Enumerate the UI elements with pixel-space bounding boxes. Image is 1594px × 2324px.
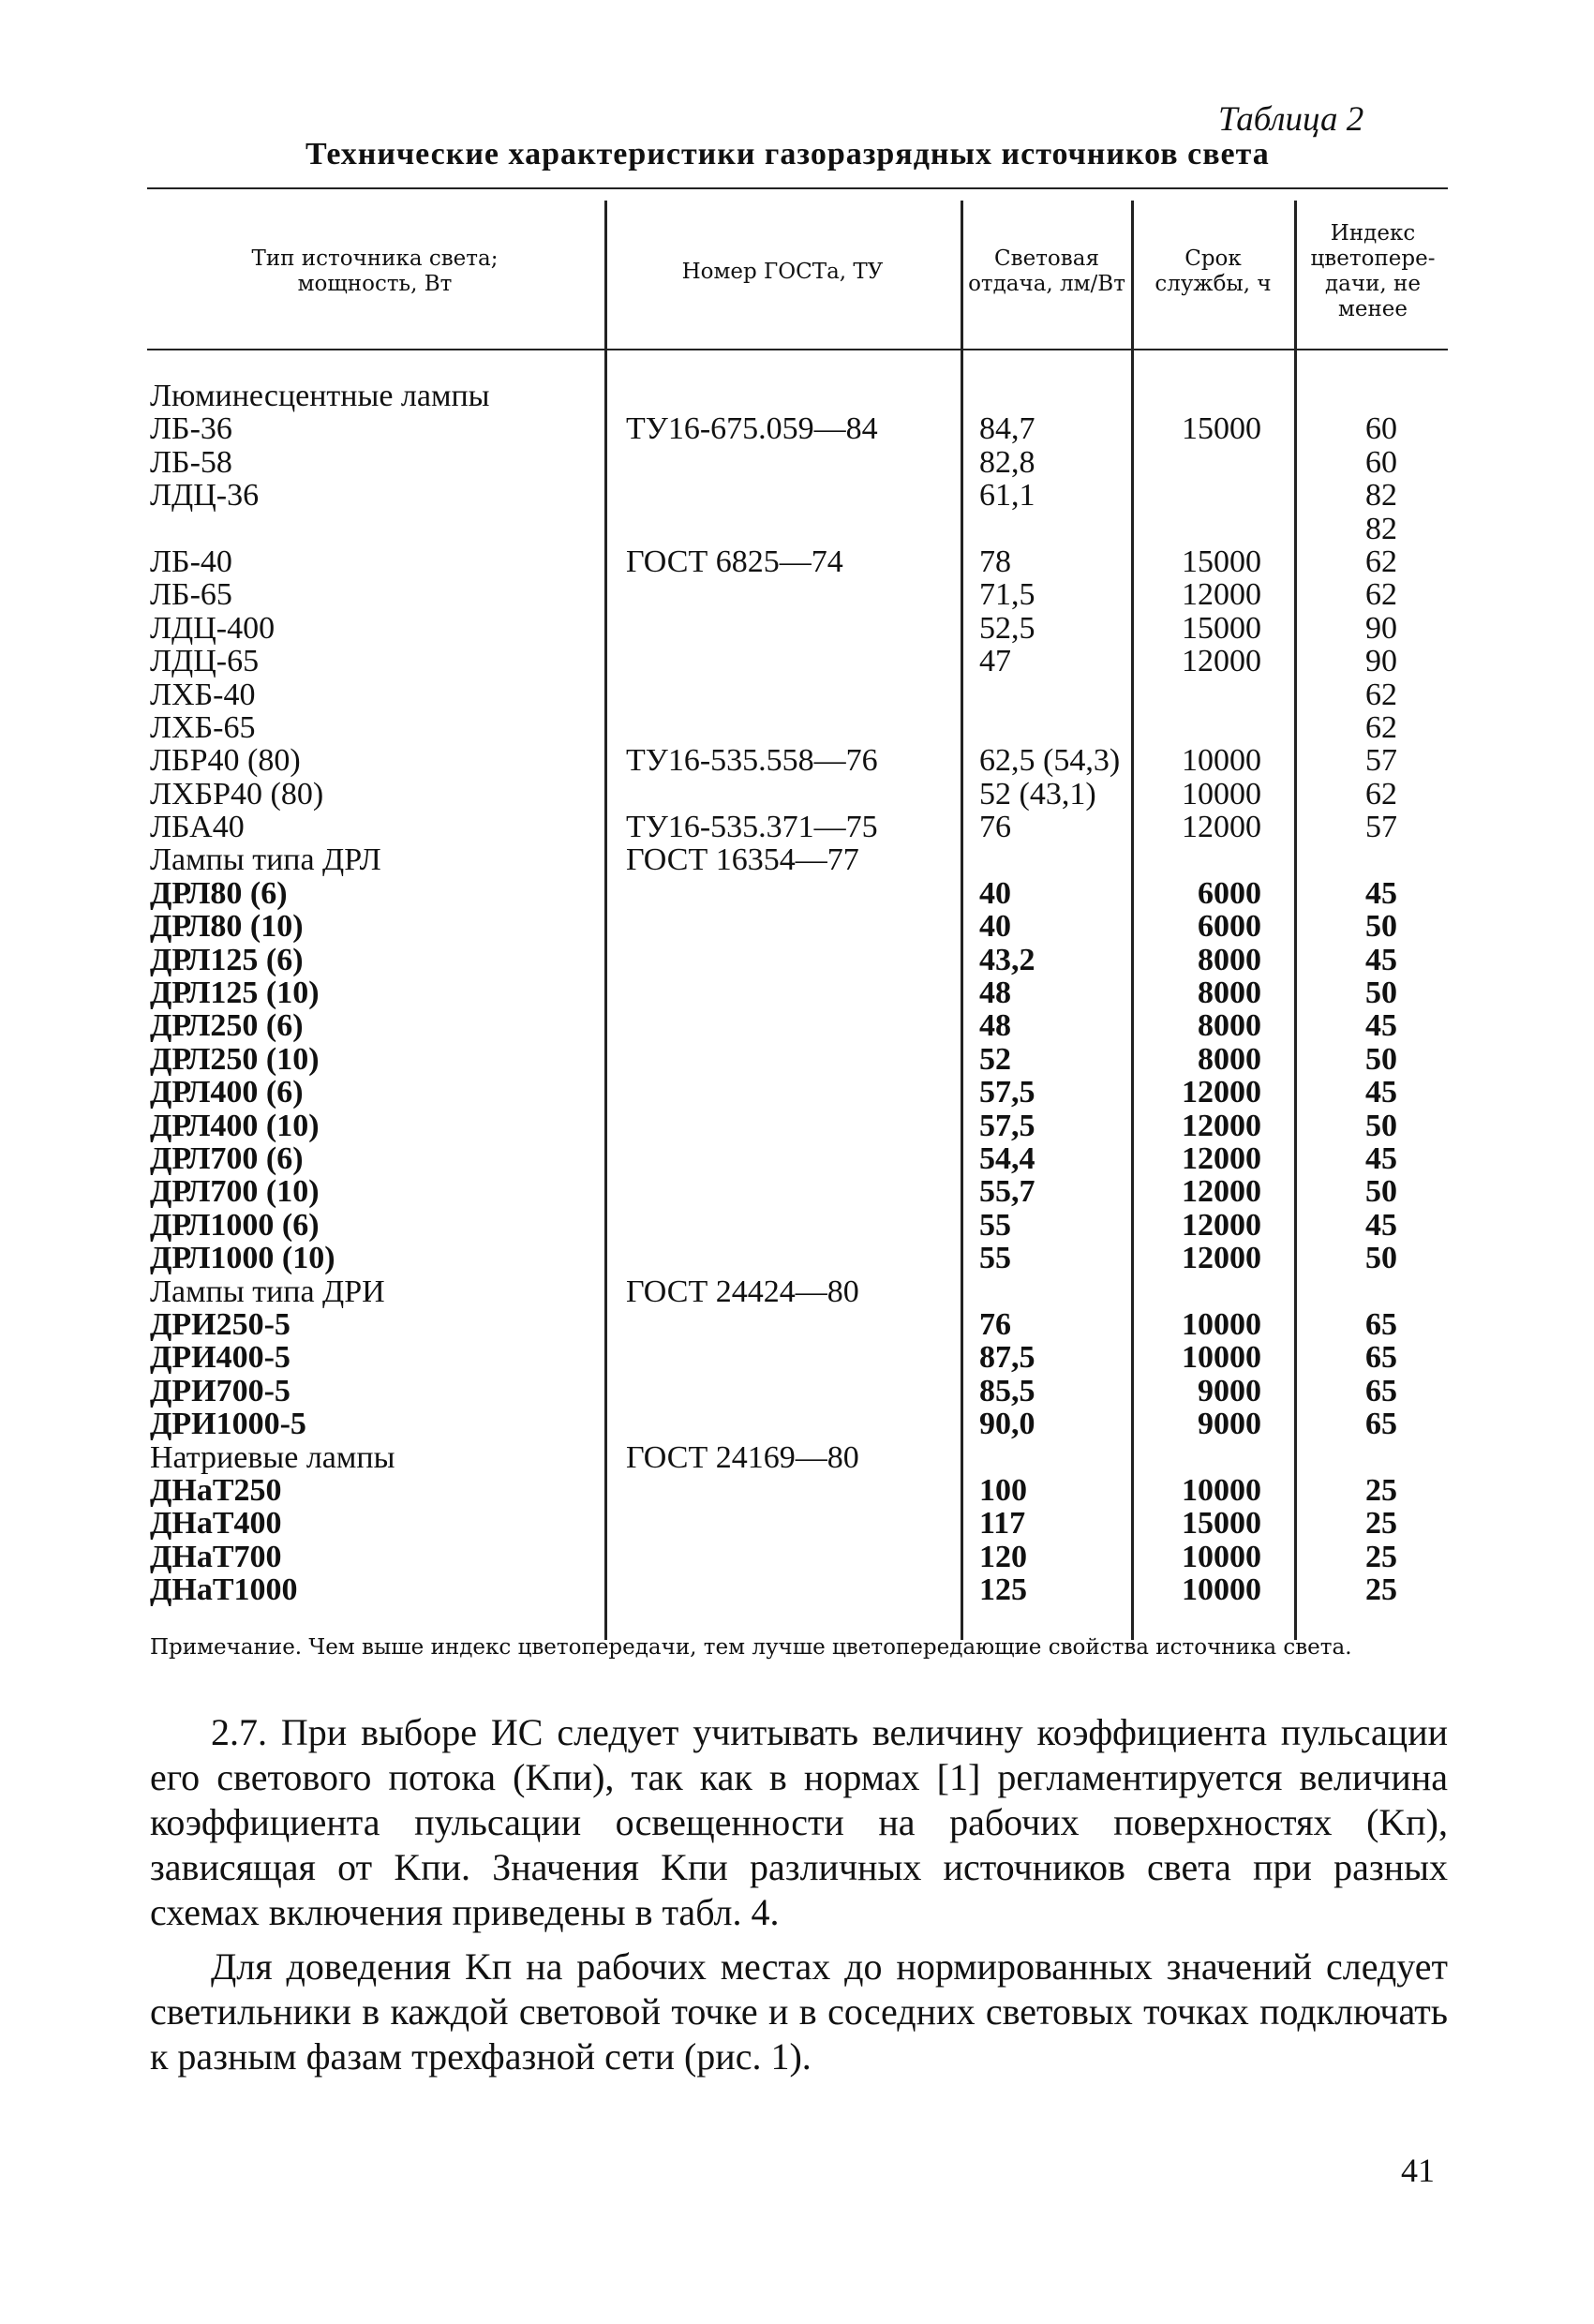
table-row <box>0 1175 1594 1208</box>
row-efficacy: 125 <box>979 1572 1027 1608</box>
row-efficacy: 52 (43,1) <box>979 776 1096 812</box>
row-life: 10000 <box>1182 1472 1261 1508</box>
row-name: ДРИ400-5 <box>150 1340 290 1376</box>
row-efficacy: 76 <box>979 1306 1011 1342</box>
row-cri: 57 <box>1365 743 1397 779</box>
table-body <box>0 380 1594 1606</box>
row-efficacy: 48 <box>979 976 1011 1011</box>
row-life: 8000 <box>1198 976 1261 1011</box>
row-life: 15000 <box>1182 411 1261 447</box>
table-row <box>0 1573 1594 1606</box>
header-bottom-rule <box>147 349 1448 350</box>
row-name: ЛБ-36 <box>150 411 232 447</box>
row-cri: 82 <box>1365 511 1397 546</box>
row-efficacy: 40 <box>979 909 1011 945</box>
header-efficacy: Световая отдача, лм/Вт <box>968 246 1125 296</box>
row-efficacy: 52,5 <box>979 610 1035 646</box>
table-row <box>0 1308 1594 1341</box>
row-name: ДРЛ125 (6) <box>150 942 304 977</box>
row-cri: 62 <box>1365 544 1397 579</box>
row-efficacy: 55 <box>979 1241 1011 1276</box>
row-life: 12000 <box>1182 1174 1261 1210</box>
row-cri: 62 <box>1365 709 1397 745</box>
row-life: 6000 <box>1198 875 1261 911</box>
row-cri: 62 <box>1365 577 1397 613</box>
row-life: 8000 <box>1198 1008 1261 1044</box>
header-life: Срок службы, ч <box>1155 246 1272 296</box>
row-name: ДРЛ250 (6) <box>150 1008 304 1044</box>
row-cri: 45 <box>1365 1140 1397 1176</box>
row-life: 10000 <box>1182 776 1261 812</box>
row-life: 15000 <box>1182 544 1261 579</box>
row-cri: 25 <box>1365 1472 1397 1508</box>
table-row <box>0 910 1594 943</box>
row-cri: 45 <box>1365 1075 1397 1110</box>
row-name: ДРИ250-5 <box>150 1306 290 1342</box>
paragraph: 2.7. При выборе ИС следует учитывать величину коэффициента пульсации его светового потока (Kпи), так как в нормах [1] регламентируется величина коэффициента пульсации освещенности на рабочих поверхностях (Kп), зависящая от Kпи. Значения Kпи различных источников света при разных схемах включения приведены в табл. 4. <box>150 1711 1448 1933</box>
row-gost: ТУ16-535.558—76 <box>626 743 878 779</box>
row-name: ЛБ-65 <box>150 577 232 613</box>
row-gost: ГОСТ 24169—80 <box>626 1439 859 1475</box>
row-life: 12000 <box>1182 1140 1261 1176</box>
row-cri: 62 <box>1365 776 1397 812</box>
row-cri: 50 <box>1365 976 1397 1011</box>
row-name: ДНаТ250 <box>150 1472 282 1508</box>
table-row <box>0 944 1594 976</box>
row-life: 8000 <box>1198 1041 1261 1077</box>
row-name: ЛХБ-40 <box>150 677 256 712</box>
row-efficacy: 100 <box>979 1472 1027 1508</box>
row-name: Натриевые лампы <box>150 1439 395 1475</box>
row-cri: 45 <box>1365 942 1397 977</box>
row-efficacy: 71,5 <box>979 577 1035 613</box>
table-row <box>0 1275 1594 1308</box>
paragraph: Для доведения Kп на рабочих местах до нормированных значений следует светильники в каждой световой точке и в соседних световых точках подключать к разным фазам трехфазной сети (рис. 1). <box>150 1945 1448 2078</box>
row-name: ЛХБ-65 <box>150 709 256 745</box>
row-name: ЛБР40 (80) <box>150 743 301 779</box>
row-cri: 25 <box>1365 1572 1397 1608</box>
table-row <box>0 513 1594 545</box>
row-name: ДРЛ80 (10) <box>150 909 304 945</box>
table-note: Примечание. Чем выше индекс цветопередачи, тем лучше цветопередающие свойства источника света. <box>150 1635 1352 1660</box>
table-row <box>0 778 1594 811</box>
row-efficacy: 48 <box>979 1008 1011 1044</box>
row-name: ЛДЦ-65 <box>150 644 260 679</box>
row-cri: 50 <box>1365 1174 1397 1210</box>
table-row <box>0 412 1594 445</box>
row-efficacy: 85,5 <box>979 1373 1035 1408</box>
row-name: ДРИ700-5 <box>150 1373 290 1408</box>
row-gost: ТУ16-675.059—84 <box>626 411 878 447</box>
row-name: ДНаТ1000 <box>150 1572 298 1608</box>
row-efficacy: 54,4 <box>979 1140 1035 1176</box>
row-life: 12000 <box>1182 1207 1261 1243</box>
row-name: ДРЛ700 (6) <box>150 1140 304 1176</box>
row-life: 15000 <box>1182 1506 1261 1542</box>
row-life: 6000 <box>1198 909 1261 945</box>
row-efficacy: 61,1 <box>979 478 1035 514</box>
row-efficacy: 62,5 (54,3) <box>979 743 1121 779</box>
table-row <box>0 446 1594 479</box>
row-name: ЛДЦ-400 <box>150 610 276 646</box>
row-efficacy: 120 <box>979 1539 1027 1574</box>
row-cri: 65 <box>1365 1306 1397 1342</box>
row-gost: ГОСТ 24424—80 <box>626 1274 859 1309</box>
body-text <box>150 1710 1448 2089</box>
row-name: Лампы типа ДРЛ <box>150 842 381 878</box>
row-efficacy: 90,0 <box>979 1407 1035 1442</box>
row-cri: 90 <box>1365 610 1397 646</box>
table-row <box>0 877 1594 910</box>
row-cri: 60 <box>1365 411 1397 447</box>
row-gost: ГОСТ 6825—74 <box>626 544 843 579</box>
table-row <box>0 1441 1594 1474</box>
table-top-rule <box>147 187 1448 189</box>
row-life: 12000 <box>1182 810 1261 845</box>
row-cri: 50 <box>1365 1041 1397 1077</box>
row-life: 12000 <box>1182 1075 1261 1110</box>
row-cri: 82 <box>1365 478 1397 514</box>
row-life: 10000 <box>1182 1572 1261 1608</box>
row-name: ДНаТ700 <box>150 1539 282 1574</box>
table-row <box>0 1474 1594 1507</box>
row-name: ЛБ-40 <box>150 544 232 579</box>
row-cri: 57 <box>1365 810 1397 845</box>
row-cri: 50 <box>1365 909 1397 945</box>
row-life: 8000 <box>1198 942 1261 977</box>
page-number: 41 <box>1401 2152 1435 2189</box>
table-row <box>0 1541 1594 1573</box>
table-row <box>0 843 1594 876</box>
row-name: ЛБА40 <box>150 810 245 845</box>
row-efficacy: 82,8 <box>979 444 1035 480</box>
row-efficacy: 57,5 <box>979 1108 1035 1143</box>
table-row <box>0 1408 1594 1440</box>
row-life: 12000 <box>1182 1241 1261 1276</box>
row-cri: 60 <box>1365 444 1397 480</box>
row-name: ЛДЦ-36 <box>150 478 260 514</box>
row-name: ДРЛ700 (10) <box>150 1174 320 1210</box>
table-row <box>0 1341 1594 1374</box>
table-row <box>0 578 1594 611</box>
table-row <box>0 1507 1594 1540</box>
row-name: ДРЛ250 (10) <box>150 1041 320 1077</box>
row-cri: 25 <box>1365 1506 1397 1542</box>
header-type: Тип источника света; мощность, Вт <box>251 246 499 296</box>
row-life: 12000 <box>1182 1108 1261 1143</box>
row-name: ДРЛ1000 (6) <box>150 1207 320 1243</box>
table-row <box>0 1375 1594 1408</box>
row-cri: 62 <box>1365 677 1397 712</box>
row-life: 10000 <box>1182 1306 1261 1342</box>
row-gost: ГОСТ 16354—77 <box>626 842 859 878</box>
row-name: ДРЛ1000 (10) <box>150 1241 335 1276</box>
row-life: 10000 <box>1182 743 1261 779</box>
row-cri: 65 <box>1365 1407 1397 1442</box>
row-name: Люминесцентные лампы <box>150 379 490 413</box>
row-name: ДНаТ400 <box>150 1506 282 1542</box>
row-cri: 45 <box>1365 1008 1397 1044</box>
row-efficacy: 43,2 <box>979 942 1035 977</box>
row-name: ДРЛ80 (6) <box>150 875 288 911</box>
table-row <box>0 1043 1594 1076</box>
row-name: ЛБ-58 <box>150 444 232 480</box>
row-efficacy: 55 <box>979 1207 1011 1243</box>
row-efficacy: 57,5 <box>979 1075 1035 1110</box>
row-cri: 25 <box>1365 1539 1397 1574</box>
table-row <box>0 1242 1594 1274</box>
row-efficacy: 84,7 <box>979 411 1035 447</box>
table-row <box>0 612 1594 645</box>
table-row <box>0 811 1594 843</box>
row-name: ДРЛ125 (10) <box>150 976 320 1011</box>
row-efficacy: 76 <box>979 810 1011 845</box>
row-efficacy: 40 <box>979 875 1011 911</box>
header-cri: Индекс цветопере-дачи, не менее <box>1310 221 1436 321</box>
row-name: ДРЛ400 (6) <box>150 1075 304 1110</box>
row-efficacy: 78 <box>979 544 1011 579</box>
row-gost: ТУ16-535.371—75 <box>626 810 878 845</box>
row-efficacy: 87,5 <box>979 1340 1035 1376</box>
table-row <box>0 1076 1594 1109</box>
row-cri: 45 <box>1365 875 1397 911</box>
table-row <box>0 711 1594 744</box>
row-name: ЛХБР40 (80) <box>150 776 324 812</box>
table-row <box>0 678 1594 711</box>
table-row <box>0 479 1594 512</box>
row-life: 15000 <box>1182 610 1261 646</box>
row-efficacy: 47 <box>979 644 1011 679</box>
row-life: 10000 <box>1182 1539 1261 1574</box>
row-efficacy: 52 <box>979 1041 1011 1077</box>
table-row <box>0 645 1594 678</box>
table-row <box>0 380 1594 412</box>
table-row <box>0 1209 1594 1242</box>
row-efficacy: 55,7 <box>979 1174 1035 1210</box>
row-life: 10000 <box>1182 1340 1261 1376</box>
row-life: 9000 <box>1198 1373 1261 1408</box>
table-row <box>0 545 1594 578</box>
table-row <box>0 744 1594 777</box>
row-name: Лампы типа ДРИ <box>150 1274 385 1309</box>
row-name: ДРИ1000-5 <box>150 1407 306 1442</box>
row-cri: 50 <box>1365 1108 1397 1143</box>
header-gost: Номер ГОСТа, ТУ <box>681 259 884 284</box>
row-life: 9000 <box>1198 1407 1261 1442</box>
row-cri: 90 <box>1365 644 1397 679</box>
row-cri: 45 <box>1365 1207 1397 1243</box>
row-cri: 50 <box>1365 1241 1397 1276</box>
row-name: ДРЛ400 (10) <box>150 1108 320 1143</box>
table-caption: Таблица 2 <box>1218 100 1364 139</box>
row-cri: 65 <box>1365 1373 1397 1408</box>
table-row <box>0 976 1594 1009</box>
table-title: Технические характеристики газоразрядных источников света <box>305 137 1270 171</box>
row-efficacy: 117 <box>979 1506 1026 1542</box>
table-row <box>0 1142 1594 1175</box>
table-row <box>0 1009 1594 1042</box>
row-cri: 65 <box>1365 1340 1397 1376</box>
row-life: 12000 <box>1182 644 1261 679</box>
table-row <box>0 1110 1594 1142</box>
row-life: 12000 <box>1182 577 1261 613</box>
